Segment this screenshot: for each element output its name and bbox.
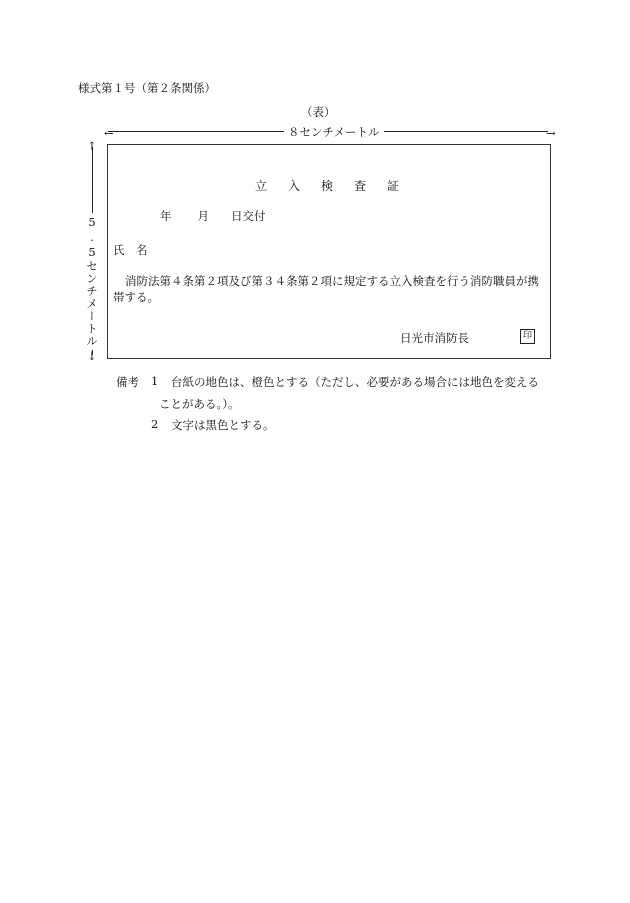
note-text-continued: ことがある。）。 — [159, 397, 240, 411]
note-text: 台紙の地色は、橙色とする（ただし、必要がある場合には地色を変える — [171, 375, 539, 389]
side-label: （表） — [301, 105, 336, 119]
notes-heading: 備考 — [116, 375, 139, 389]
card-title: 立入検査証 — [255, 179, 421, 193]
issue-date-year: 年 — [160, 209, 172, 223]
issue-date-day: 日交付 — [231, 209, 266, 223]
arrow-up-icon: ↑ — [87, 139, 97, 153]
card-body-text: 消防法第４条第２項及び第３４条第２項に規定する立入検査を行う消防職員が携帯する。 — [113, 274, 539, 304]
name-label: 氏 名 — [113, 243, 148, 257]
issue-date — [160, 208, 266, 224]
issue-date-month: 月 — [197, 209, 209, 223]
arrow-right-icon: → — [546, 126, 556, 140]
note-number: 1 — [151, 374, 159, 388]
issuer: 日光市消防長 — [400, 331, 469, 345]
arrow-left-icon: ← — [104, 126, 114, 140]
note-number: 2 — [151, 417, 159, 431]
arrow-down-icon: ↓ — [87, 349, 97, 363]
form-number: 様式第１号（第２条関係） — [78, 81, 216, 95]
height-dimension-label: 5.5センチメートル — [85, 215, 99, 348]
note-text: 文字は黒色とする。 — [171, 418, 275, 432]
width-dimension-label: ８センチメートル — [284, 124, 384, 140]
seal-stamp: 印 — [520, 329, 535, 344]
